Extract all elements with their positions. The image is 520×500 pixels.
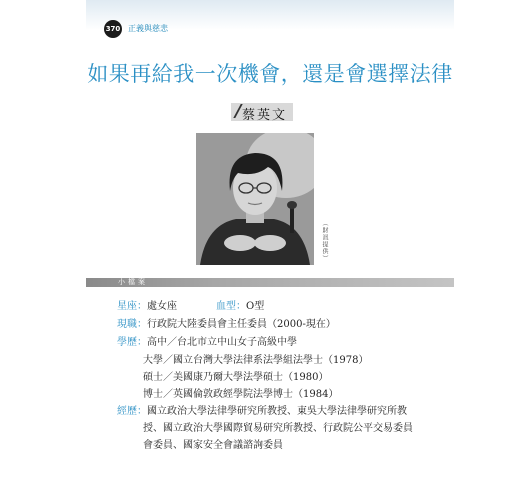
photo-credit: （財訊提供）	[321, 220, 328, 262]
author-name: 蔡英文	[242, 108, 288, 123]
education-item: 高中／台北市立中山女子高級中學	[147, 337, 297, 348]
page-number-badge: 370	[104, 20, 122, 38]
profile-heading: 小檔案	[118, 278, 148, 286]
experience-line: 授、國立政治大學國際貿易研究所教授、行政院公平交易委員	[143, 423, 413, 434]
education-item: 博士／英國倫敦政經學院法學博士（1984）	[143, 389, 339, 400]
experience-line: 會委員、國家安全會議諮詢委員	[143, 440, 283, 451]
portrait-photo	[196, 133, 314, 265]
zodiac-value: 處女座	[147, 301, 177, 312]
experience-line: 國立政治大學法律學研究所教授、東吳大學法律學研究所教	[147, 406, 407, 417]
position-value: 行政院大陸委員會主任委員（2000-現在）	[147, 319, 336, 330]
blood-value: O型	[246, 301, 265, 312]
education-item: 碩士／美國康乃爾大學法學碩士（1980）	[143, 372, 329, 383]
series-title: 正義與慈悲	[128, 24, 168, 33]
article-title: 如果再給我一次機會，還是會選擇法律	[87, 62, 453, 86]
position-label: 現職	[117, 319, 137, 330]
zodiac-label: 星座	[117, 301, 137, 312]
education-item: 大學／國立台灣大學法律系法學組法學士（1978）	[143, 355, 369, 366]
education-row: 學歷：高中／台北市立中山女子高級中學	[117, 337, 297, 348]
zodiac-row: 星座：處女座	[117, 301, 177, 312]
experience-label: 經歷	[117, 406, 137, 417]
position-row: 現職：行政院大陸委員會主任委員（2000-現在）	[117, 319, 336, 330]
blood-label: 血型	[216, 301, 236, 312]
education-label: 學歷	[117, 337, 137, 348]
experience-row: 經歷：國立政治大學法律學研究所教授、東吳大學法律學研究所教	[117, 406, 407, 417]
blood-row: 血型：O型	[216, 301, 265, 312]
portrait-illustration	[196, 133, 314, 265]
